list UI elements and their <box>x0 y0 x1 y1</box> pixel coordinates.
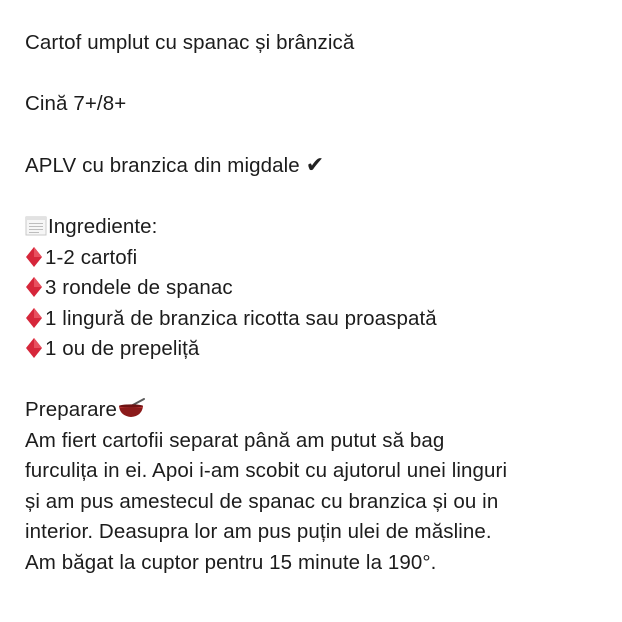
ingredients-heading: Ingrediente: <box>48 215 158 238</box>
ingredient-item <box>25 334 610 365</box>
preparation-line: Am fiert cartofii separat până am putut să bag <box>25 428 445 452</box>
spacer <box>25 365 610 396</box>
ingredients-heading-line <box>25 212 610 243</box>
age-recommendation: Cină 7+/8+ <box>25 92 127 115</box>
preparation-line: Am băgat la cuptor pentru 15 minute la 190°. <box>25 550 437 574</box>
spacer <box>25 182 610 213</box>
preparation-text <box>25 426 610 579</box>
ingredient-item <box>25 273 610 304</box>
spacer <box>25 120 610 151</box>
red-diamond-icon <box>25 337 43 359</box>
ingredient-text: 1 ou de prepeliță <box>45 337 200 360</box>
ingredient-text: 1-2 cartofi <box>45 245 138 269</box>
mixing-bowl-icon <box>117 397 147 419</box>
red-diamond-icon <box>25 246 43 268</box>
check-mark-icon: ✔ <box>305 152 325 177</box>
preparation-heading: Preparare <box>25 398 118 421</box>
preparation-line: furculița in ei. Apoi i-am scobit cu ajutorul unei linguri <box>25 459 508 482</box>
preparation-line: interior. Deasupra lor am pus puțin ulei de măsline. <box>25 520 492 543</box>
allergy-note-line <box>25 150 610 182</box>
red-diamond-icon <box>25 276 43 298</box>
ingredient-text: 1 lingură de branzica ricotta sau proaspată <box>45 306 437 330</box>
ingredient-item <box>25 304 610 335</box>
allergy-note: APLV cu branzica din migdale <box>25 154 300 177</box>
preparation-heading-line <box>25 395 610 426</box>
red-diamond-icon <box>25 307 43 329</box>
notepad-icon <box>25 216 47 236</box>
ingredient-item <box>25 243 610 274</box>
recipe-title: Cartof umplut cu spanac și brânzică <box>25 31 355 54</box>
ingredient-text: 3 rondele de spanac <box>45 276 233 299</box>
spacer <box>25 59 610 90</box>
preparation-line: și am pus amestecul de spanac cu branzica și ou in <box>25 489 499 513</box>
recipe-document <box>25 28 610 578</box>
